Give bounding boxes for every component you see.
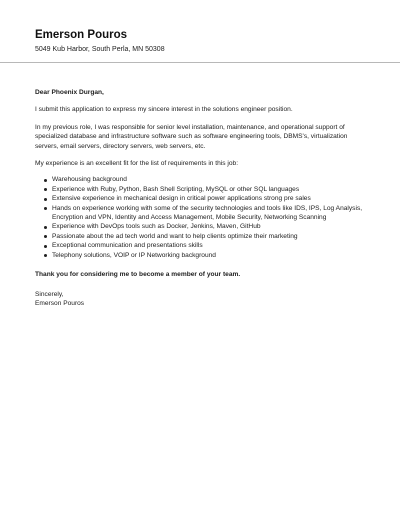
list-item	[44, 194, 370, 203]
list-item-text: Experience with Ruby, Python, Bash Shell Scripting, MySQL or other SQL languages	[52, 185, 300, 193]
list-item	[44, 241, 370, 250]
signature-name: Emerson Pouros	[35, 299, 85, 307]
bullet-icon	[44, 235, 47, 238]
bullet-icon	[44, 198, 47, 201]
list-item-text: Telephony solutions, VOIP or IP Networking background	[52, 251, 216, 259]
list-item-text: Experience with DevOps tools such as Docker, Jenkins, Maven, GitHub	[52, 223, 261, 231]
list-item	[44, 204, 370, 223]
applicant-name: Emerson Pouros	[35, 29, 128, 41]
list-item	[44, 175, 370, 184]
bullet-icon	[44, 188, 47, 191]
intro-paragraph: I submit this application to express my sincere interest in the solutions engineer position.	[35, 106, 293, 114]
list-item	[44, 185, 370, 194]
header-divider	[0, 62, 400, 63]
requirements-intro: My experience is an excellent fit for the list of requirements in this job:	[35, 160, 239, 168]
bullet-icon	[44, 226, 47, 229]
list-item-text: Extensive experience in mechanical design in critical power applications strong pre sales	[52, 195, 311, 203]
list-item-text: Exceptional communication and presentations skills	[52, 242, 203, 250]
list-item	[44, 251, 370, 260]
bullet-icon	[44, 207, 47, 210]
requirements-list	[35, 175, 370, 260]
closing-statement: Thank you for considering me to become a member of your team.	[35, 271, 241, 279]
letter-body	[35, 88, 370, 308]
list-item	[44, 232, 370, 241]
bullet-icon	[44, 254, 47, 257]
salutation: Dear Phoenix Durgan,	[35, 89, 104, 96]
list-item-text: Passionate about the ad tech world and want to help clients optimize their marketing	[52, 232, 298, 240]
applicant-address: 5049 Kub Harbor, South Perla, MN 50308	[35, 46, 165, 53]
list-item	[44, 222, 370, 231]
experience-paragraph: In my previous role, I was responsible for senior level installation, maintenance, and operational support of specialized database and infrastructure software such as software engineering tools, DBMS's, virtualization servers, email servers, directory servers, web servers, etc.	[35, 123, 348, 150]
signoff: Sincerely,	[35, 290, 64, 298]
list-item-text: Hands on experience working with some of the security technologies and tools like IDS, IPS, Log Analysis, Encryption and VPN, Identity and Access Management, Mobile Security, Networking Scanning	[52, 204, 363, 222]
bullet-icon	[44, 179, 47, 182]
letter-header	[35, 28, 370, 54]
bullet-icon	[44, 245, 47, 248]
list-item-text: Warehousing background	[52, 176, 127, 184]
